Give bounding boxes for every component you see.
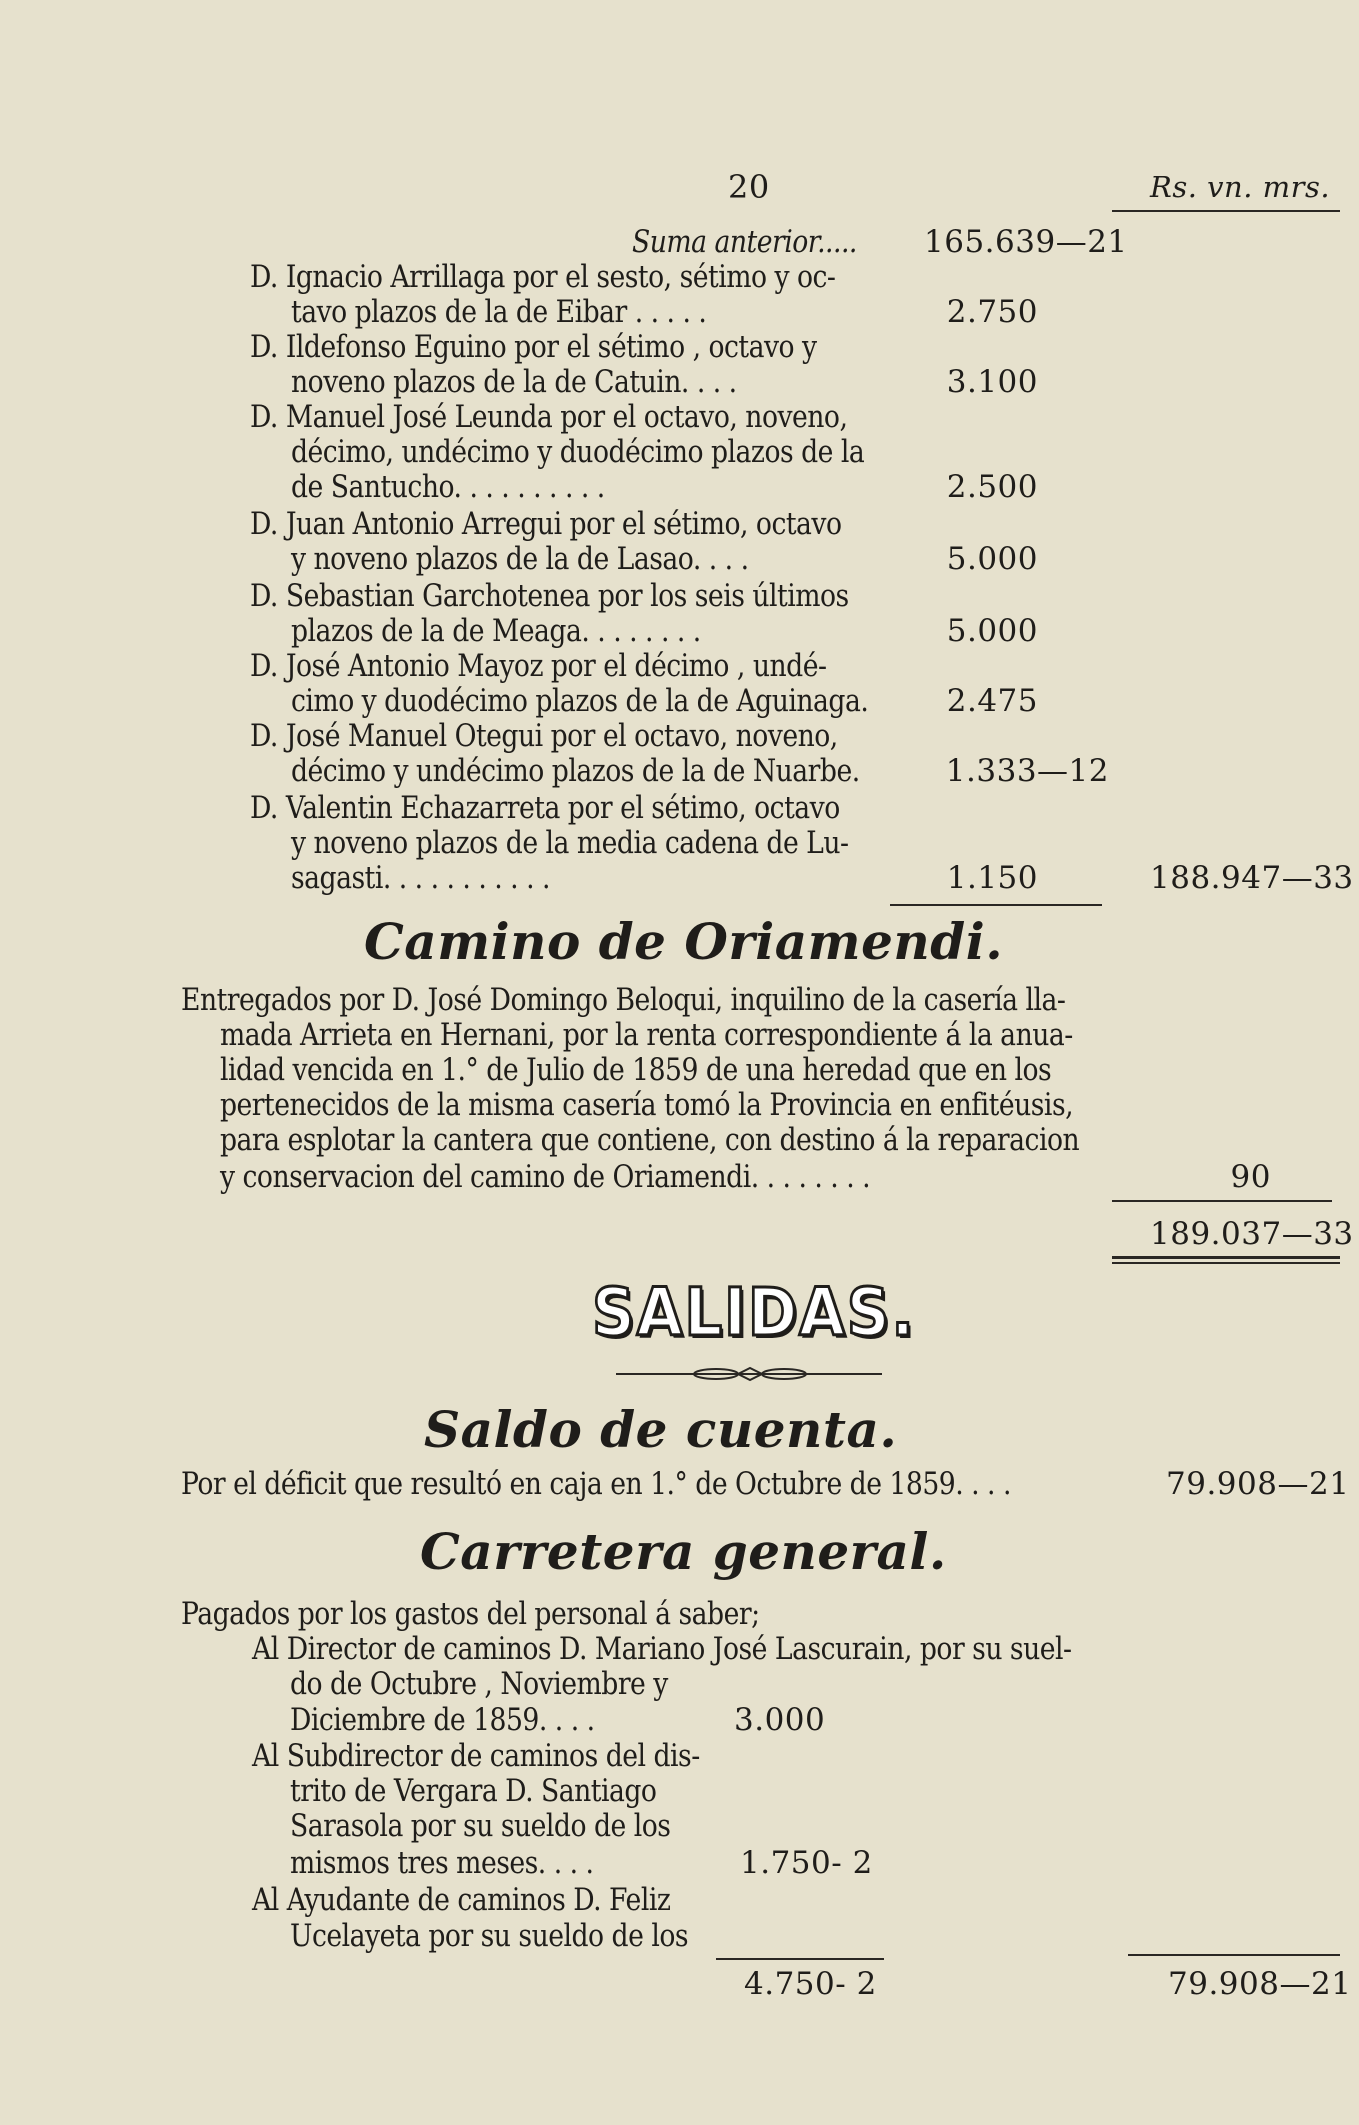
entry-amount: 5.000	[946, 613, 1038, 649]
entry-amount: 2.750	[946, 294, 1038, 330]
entry-amount: 1.150	[946, 860, 1038, 896]
inner-total: 4.750- 2	[744, 1966, 877, 2002]
director-amount: 3.000	[734, 1702, 826, 1738]
suma-anterior-label: Suma anterior.....	[632, 224, 857, 260]
salidas-title: SALIDAS.	[592, 1274, 916, 1351]
entry-line: D. Manuel José Leunda por el octavo, noveno,	[250, 399, 848, 435]
ayudante-line: Ucelayeta por su sueldo de los	[290, 1918, 689, 1954]
camino-total: 189.037—33	[1150, 1216, 1354, 1252]
entry-line: cimo y duodécimo plazos de la de Aguinaga.	[291, 683, 869, 719]
subdirector-amount: 1.750- 2	[740, 1845, 873, 1881]
ornament-divider	[616, 1364, 882, 1384]
entry-amount: 2.500	[946, 469, 1038, 505]
saldo-line: Por el déficit que resultó en caja en 1.° de Octubre de 1859. . . .	[181, 1466, 1011, 1502]
entry-line: D. Sebastian Garchotenea por los seis últimos	[250, 578, 849, 614]
entry-line: D. Valentin Echazarreta por el sétimo, octavo	[250, 790, 840, 826]
inner-total-rule	[716, 1958, 884, 1960]
entry-line: de Santucho. . . . . . . . . .	[291, 469, 605, 505]
entry-line: sagasti. . . . . . . . . . .	[291, 860, 550, 896]
double-rule-top	[1112, 1256, 1340, 1259]
entry-line: y noveno plazos de la de Lasao. . . .	[291, 541, 749, 577]
camino-heading: Camino de Oriamendi.	[364, 912, 1004, 971]
page-number: 20	[728, 168, 770, 206]
camino-line: mada Arrieta en Hernani, por la renta correspondiente á la anua-	[220, 1017, 1073, 1053]
entry-amount: 1.333—12	[945, 753, 1109, 789]
entry-line: noveno plazos de la de Catuin. . . .	[291, 364, 737, 400]
camino-line: pertenecidos de la misma casería tomó la Provincia en enfitéusis,	[220, 1087, 1074, 1123]
entry-line: D. José Manuel Otegui por el octavo, noveno,	[250, 718, 838, 754]
entry-line: D. Juan Antonio Arregui por el sétimo, octavo	[250, 506, 842, 542]
camino-amount: 90	[1230, 1159, 1271, 1195]
entry-line: décimo, undécimo y duodécimo plazos de la	[291, 434, 865, 470]
subdirector-line: trito de Vergara D. Santiago	[290, 1773, 657, 1809]
director-line: do de Octubre , Noviembre y	[290, 1666, 668, 1702]
outer-total: 79.908—21	[1168, 1966, 1352, 2002]
entry-line: D. Ignacio Arrillaga por el sesto, sétimo y oc-	[250, 259, 836, 295]
director-line: Diciembre de 1859. . . .	[290, 1702, 595, 1738]
suma-anterior-value: 165.639—21	[924, 224, 1128, 260]
camino-line: lidad vencida en 1.° de Julio de 1859 de una heredad que en los	[220, 1052, 1052, 1088]
entry-line: tavo plazos de la de Eibar . . . . .	[291, 294, 707, 330]
entry-line: y noveno plazos de la media cadena de Lu-	[291, 825, 849, 861]
currency-header: Rs. vn. mrs.	[1150, 170, 1331, 204]
entry-amount: 2.475	[946, 683, 1038, 719]
carretera-intro: Pagados por los gastos del personal á saber;	[181, 1596, 760, 1632]
ayudante-line: Al Ayudante de caminos D. Feliz	[252, 1882, 671, 1918]
entry-line: D. José Antonio Mayoz por el décimo , undé-	[250, 648, 827, 684]
total-rule	[1112, 1200, 1332, 1202]
header-rule	[1112, 210, 1340, 212]
camino-line: y conservacion del camino de Oriamendi. . . . . . . .	[220, 1159, 871, 1195]
entry-line: plazos de la de Meaga. . . . . . . .	[291, 613, 701, 649]
entry-line: D. Ildefonso Eguino por el sétimo , octavo y	[250, 329, 817, 365]
carretera-heading: Carretera general.	[420, 1522, 947, 1581]
subdirector-line: Al Subdirector de caminos del dis-	[252, 1738, 700, 1774]
amount-column-rule	[890, 904, 1102, 906]
saldo-heading: Saldo de cuenta.	[424, 1400, 898, 1459]
saldo-amount: 79.908—21	[1166, 1466, 1350, 1502]
double-rule-bottom	[1112, 1262, 1340, 1264]
entry-amount: 3.100	[946, 364, 1038, 400]
ingresos-subtotal: 188.947—33	[1150, 860, 1354, 896]
subdirector-line: Sarasola por su sueldo de los	[290, 1808, 671, 1844]
entry-line: décimo y undécimo plazos de la de Nuarbe.	[291, 753, 860, 789]
subdirector-line: mismos tres meses. . . .	[290, 1845, 594, 1881]
director-line: Al Director de caminos D. Mariano José Lascurain, por su suel-	[252, 1631, 1072, 1667]
camino-line: para esplotar la cantera que contiene, con destino á la reparacion	[220, 1122, 1080, 1158]
entry-amount: 5.000	[946, 541, 1038, 577]
outer-total-rule	[1128, 1954, 1340, 1956]
camino-line: Entregados por D. José Domingo Beloqui, inquilino de la casería lla-	[181, 982, 1066, 1018]
